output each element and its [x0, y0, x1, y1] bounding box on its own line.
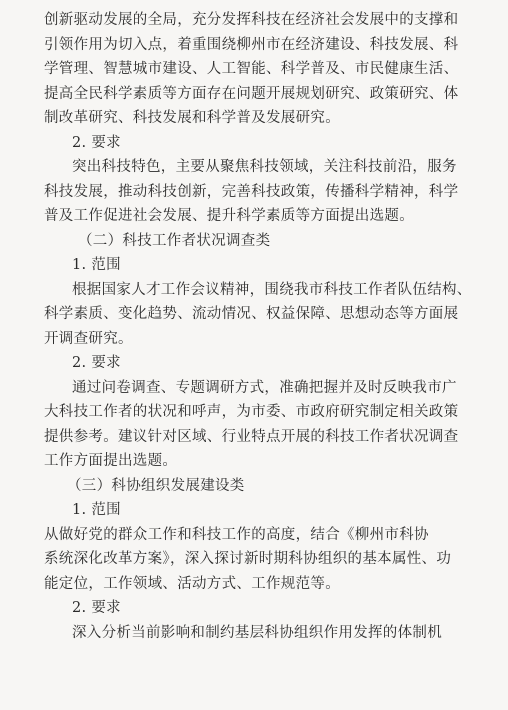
body-text-line: 引领作用为切入点，着重围绕柳州市在经济建设、科技发展、科 — [44, 36, 459, 53]
subsection-heading-requirements: 2. 要求 — [72, 600, 121, 616]
body-text-line: 科学素质、变化趋势、流动情况、权益保障、思想动态等方面展 — [44, 306, 459, 322]
subsection-heading-scope: 1. 范围 — [72, 257, 121, 273]
body-text-line: 通过问卷调查、专题调研方式，准确把握并及时反映我市广 — [72, 379, 457, 396]
body-text-line: 深入分析当前影响和制约基层科协组织作用发挥的体制机 — [72, 624, 442, 641]
body-text-line: 大科技工作者的状况和呼声，为市委、市政府研究制定相关政策 — [44, 404, 459, 420]
section-heading-3: （三）科协组织发展建设类 — [67, 477, 245, 494]
body-text-line: 制改革研究、科技发展和科学普及发展研究。 — [44, 110, 340, 126]
body-text-line: 科技发展，推动科技创新，完善科技政策，传播科学精神，科学 — [44, 183, 459, 200]
body-text-line: 提供参考。建议针对区域、行业特点开展的科技工作者状况调查 — [44, 428, 459, 445]
body-text-line: 系统深化改革方案》，深入探讨新时期科协组织的基本属性、功 — [44, 551, 452, 567]
body-text-line: 学管理、智慧城市建设、人工智能、科学普及、市民健康生活、 — [44, 61, 459, 77]
subsection-heading-requirements: 2. 要求 — [72, 355, 121, 371]
subsection-heading-requirements: 2. 要求 — [72, 134, 121, 151]
body-text-line: 提高全民科学素质等方面存在问题开展规划研究、政策研究、体 — [44, 85, 459, 102]
body-text-line: 开调查研究。 — [44, 330, 133, 347]
body-text-line: 创新驱动发展的全局，充分发挥科技在经济社会发展中的支撑和 — [44, 12, 459, 28]
body-text-line: 能定位，工作领域、活动方式、工作规范等。 — [44, 575, 340, 592]
body-text-line: 工作方面提出选题。 — [44, 453, 178, 469]
body-text-line: 普及工作促进社会发展、提升科学素质等方面提出选题。 — [44, 208, 414, 224]
body-text-line: 从做好党的群众工作和科技工作的高度，结合《柳州市科协 — [44, 526, 429, 543]
section-heading-2: （二）科技工作者状况调查类 — [78, 232, 271, 249]
body-text-line: 根据国家人才工作会议精神，围绕我市科技工作者队伍结构、 — [72, 281, 472, 298]
body-text-line: 突出科技特色，主要从聚焦科技领域，关注科技前沿，服务 — [72, 159, 457, 175]
subsection-heading-scope: 1. 范围 — [72, 502, 121, 518]
